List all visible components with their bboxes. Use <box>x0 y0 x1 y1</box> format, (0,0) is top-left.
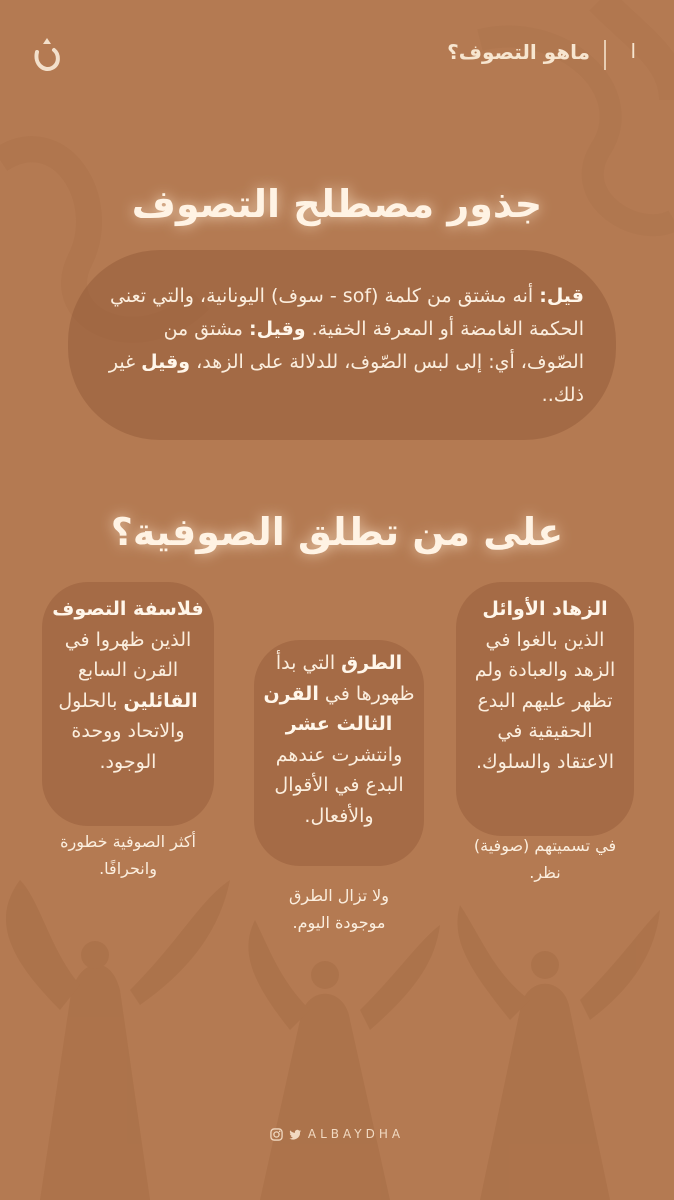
card-orders-text2: وانتشرت عندهم البدع في الأقوال والأفعال. <box>274 743 404 827</box>
card-philosophers-text <box>46 594 210 777</box>
definition-text <box>96 280 584 412</box>
header <box>24 30 650 82</box>
header-divider <box>604 40 606 70</box>
instagram-icon[interactable] <box>270 1128 283 1141</box>
card-orders-bold1: الطرق <box>341 652 403 674</box>
definition-q1-text: أنه مشتق من كلمة (sof - سوف) اليونانية، والتي تعني الحكمة الغامضة أو المعرفة الخفية. <box>110 285 584 340</box>
twitter-icon[interactable] <box>289 1128 302 1141</box>
note-philosophers: أكثر الصوفية خطورة وانحرافًا. <box>60 832 196 878</box>
card-orders-text1: التي بدأ ظهورها في <box>275 652 415 705</box>
definition-q3-label: وقيل <box>141 351 191 373</box>
note-ascetics: في تسميتهم (صوفية) نظر. <box>473 836 617 882</box>
definition-q3-text: غير ذلك.. <box>108 351 584 406</box>
footer-handle: ALBAYDHA <box>307 1127 405 1141</box>
definition-q2-label: وقيل: <box>249 318 306 340</box>
card-ascetics-text <box>466 594 624 777</box>
card-orders-bold2: القرن الثالث عشر <box>263 682 393 735</box>
page-number: ا <box>630 39 636 63</box>
footer <box>0 1124 674 1144</box>
card-philosophers-text1: الذين ظهروا في القرن السابع <box>64 628 192 681</box>
groups-title: على من تطلق الصوفية؟ <box>110 510 564 554</box>
card-ascetics-body: الذين بالغوا في الزهد والعبادة ولم تظهر عليهم البدع الحقيقية في الاعتقاد والسلوك. <box>474 628 616 773</box>
definition-title: جذور مصطلح التصوف <box>131 182 543 226</box>
card-orders-text <box>258 648 420 831</box>
albaydha-logo-icon <box>30 34 64 74</box>
card-philosophers-bold: القائلين <box>123 689 198 712</box>
definition-q1-label: قيل: <box>539 285 584 307</box>
note-orders: ولا تزال الطرق موجودة اليوم. <box>288 886 390 932</box>
card-philosophers-text2: بالحلول والاتحاد ووحدة الوجود. <box>58 689 185 773</box>
card-philosophers-title: فلاسفة التصوف <box>52 598 204 620</box>
page-title: ماهو التصوف؟ <box>447 40 590 64</box>
card-ascetics-title: الزهاد الأوائل <box>482 598 608 620</box>
definition-q2-text: مشتق من الصّوف، أي: إلى لبس الصّوف، للدلالة على الزهد، <box>163 318 584 373</box>
